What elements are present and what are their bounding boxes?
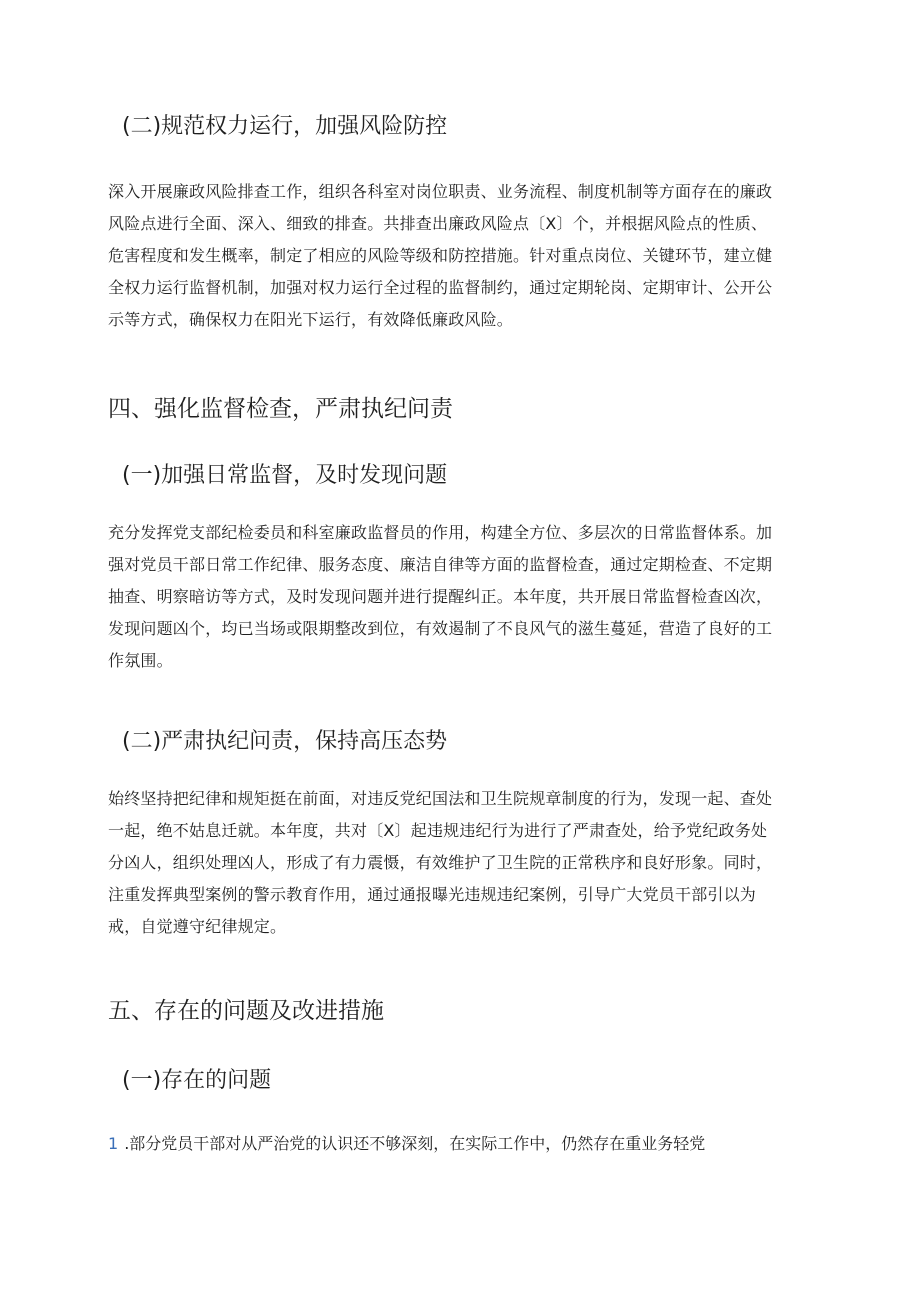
section-heading-discipline: (二)严肃执纪问责，保持高压态势: [122, 729, 448, 754]
paragraph-line: 戒，自觉遵守纪律规定。: [108, 917, 287, 936]
paragraph-line: 分凶人，组织处理凶人，形成了有力震慑，有效维护了卫生院的正常秩序和良好形象。同时，: [108, 853, 773, 872]
paragraph-daily-supervision: [108, 517, 808, 677]
list-item: [108, 1128, 705, 1160]
list-item-number: 1: [108, 1134, 119, 1153]
main-heading-supervision: 四、强化监督检查，严肃执纪问责: [108, 396, 453, 422]
paragraph-risk-control: [108, 176, 808, 336]
paragraph-line: 抽查、明察暗访等方式，及时发现问题并进行提醒纠正。本年度，共开展日常监督检查凶次，: [108, 587, 773, 606]
list-item-text: .部分党员干部对从严治党的认识还不够深刻，在实际工作中，仍然存在重业务轻党: [124, 1134, 706, 1153]
paragraph-line: 一起，绝不姑息迁就。本年度，共对〔X〕起违规违纪行为进行了严肃查处，给予党纪政务处: [108, 821, 768, 840]
paragraph-line: 注重发挥典型案例的警示教育作用，通过通报曝光违规违纪案例，引导广大党员干部引以为: [108, 885, 757, 904]
paragraph-line: 充分发挥党支部纪检委员和科室廉政监督员的作用，构建全方位、多层次的日常监督体系。加: [108, 523, 773, 542]
paragraph-line: 危害程度和发生概率，制定了相应的风险等级和防控措施。针对重点岗位、关键环节，建立健: [108, 246, 773, 265]
paragraph-line: 发现问题凶个，均已当场或限期整改到位，有效遏制了不良风气的滋生蔓延，营造了良好的工: [108, 619, 773, 638]
paragraph-line: 风险点进行全面、深入、细致的排查。共排查出廉政风险点〔X〕个，并根据风险点的性质、: [108, 214, 768, 233]
section-heading-daily-supervision: (一)加强日常监督，及时发现问题: [122, 463, 448, 488]
paragraph-line: 深入开展廉政风险排查工作，组织各科室对岗位职责、业务流程、制度机制等方面存在的廉政: [108, 182, 773, 201]
paragraph-line: 作氛围。: [108, 651, 173, 670]
paragraph-line: 强对党员干部日常工作纪律、服务态度、廉洁自律等方面的监督检查，通过定期检查、不定期: [108, 555, 773, 574]
section-heading-regulate-power: (二)规范权力运行，加强风险防控: [122, 114, 448, 139]
paragraph-line: 始终坚持把纪律和规矩挺在前面，对违反党纪国法和卫生院规章制度的行为，发现一起、查处: [108, 789, 773, 808]
paragraph-discipline: [108, 783, 808, 943]
section-heading-existing-problems: (一)存在的问题: [122, 1068, 272, 1093]
main-heading-problems: 五、存在的问题及改进措施: [108, 998, 384, 1024]
paragraph-line: 示等方式，确保权力在阳光下运行，有效降低廉政风险。: [108, 310, 514, 329]
paragraph-line: 全权力运行监督机制，加强对权力运行全过程的监督制约，通过定期轮岗、定期审计、公开公: [108, 278, 773, 297]
